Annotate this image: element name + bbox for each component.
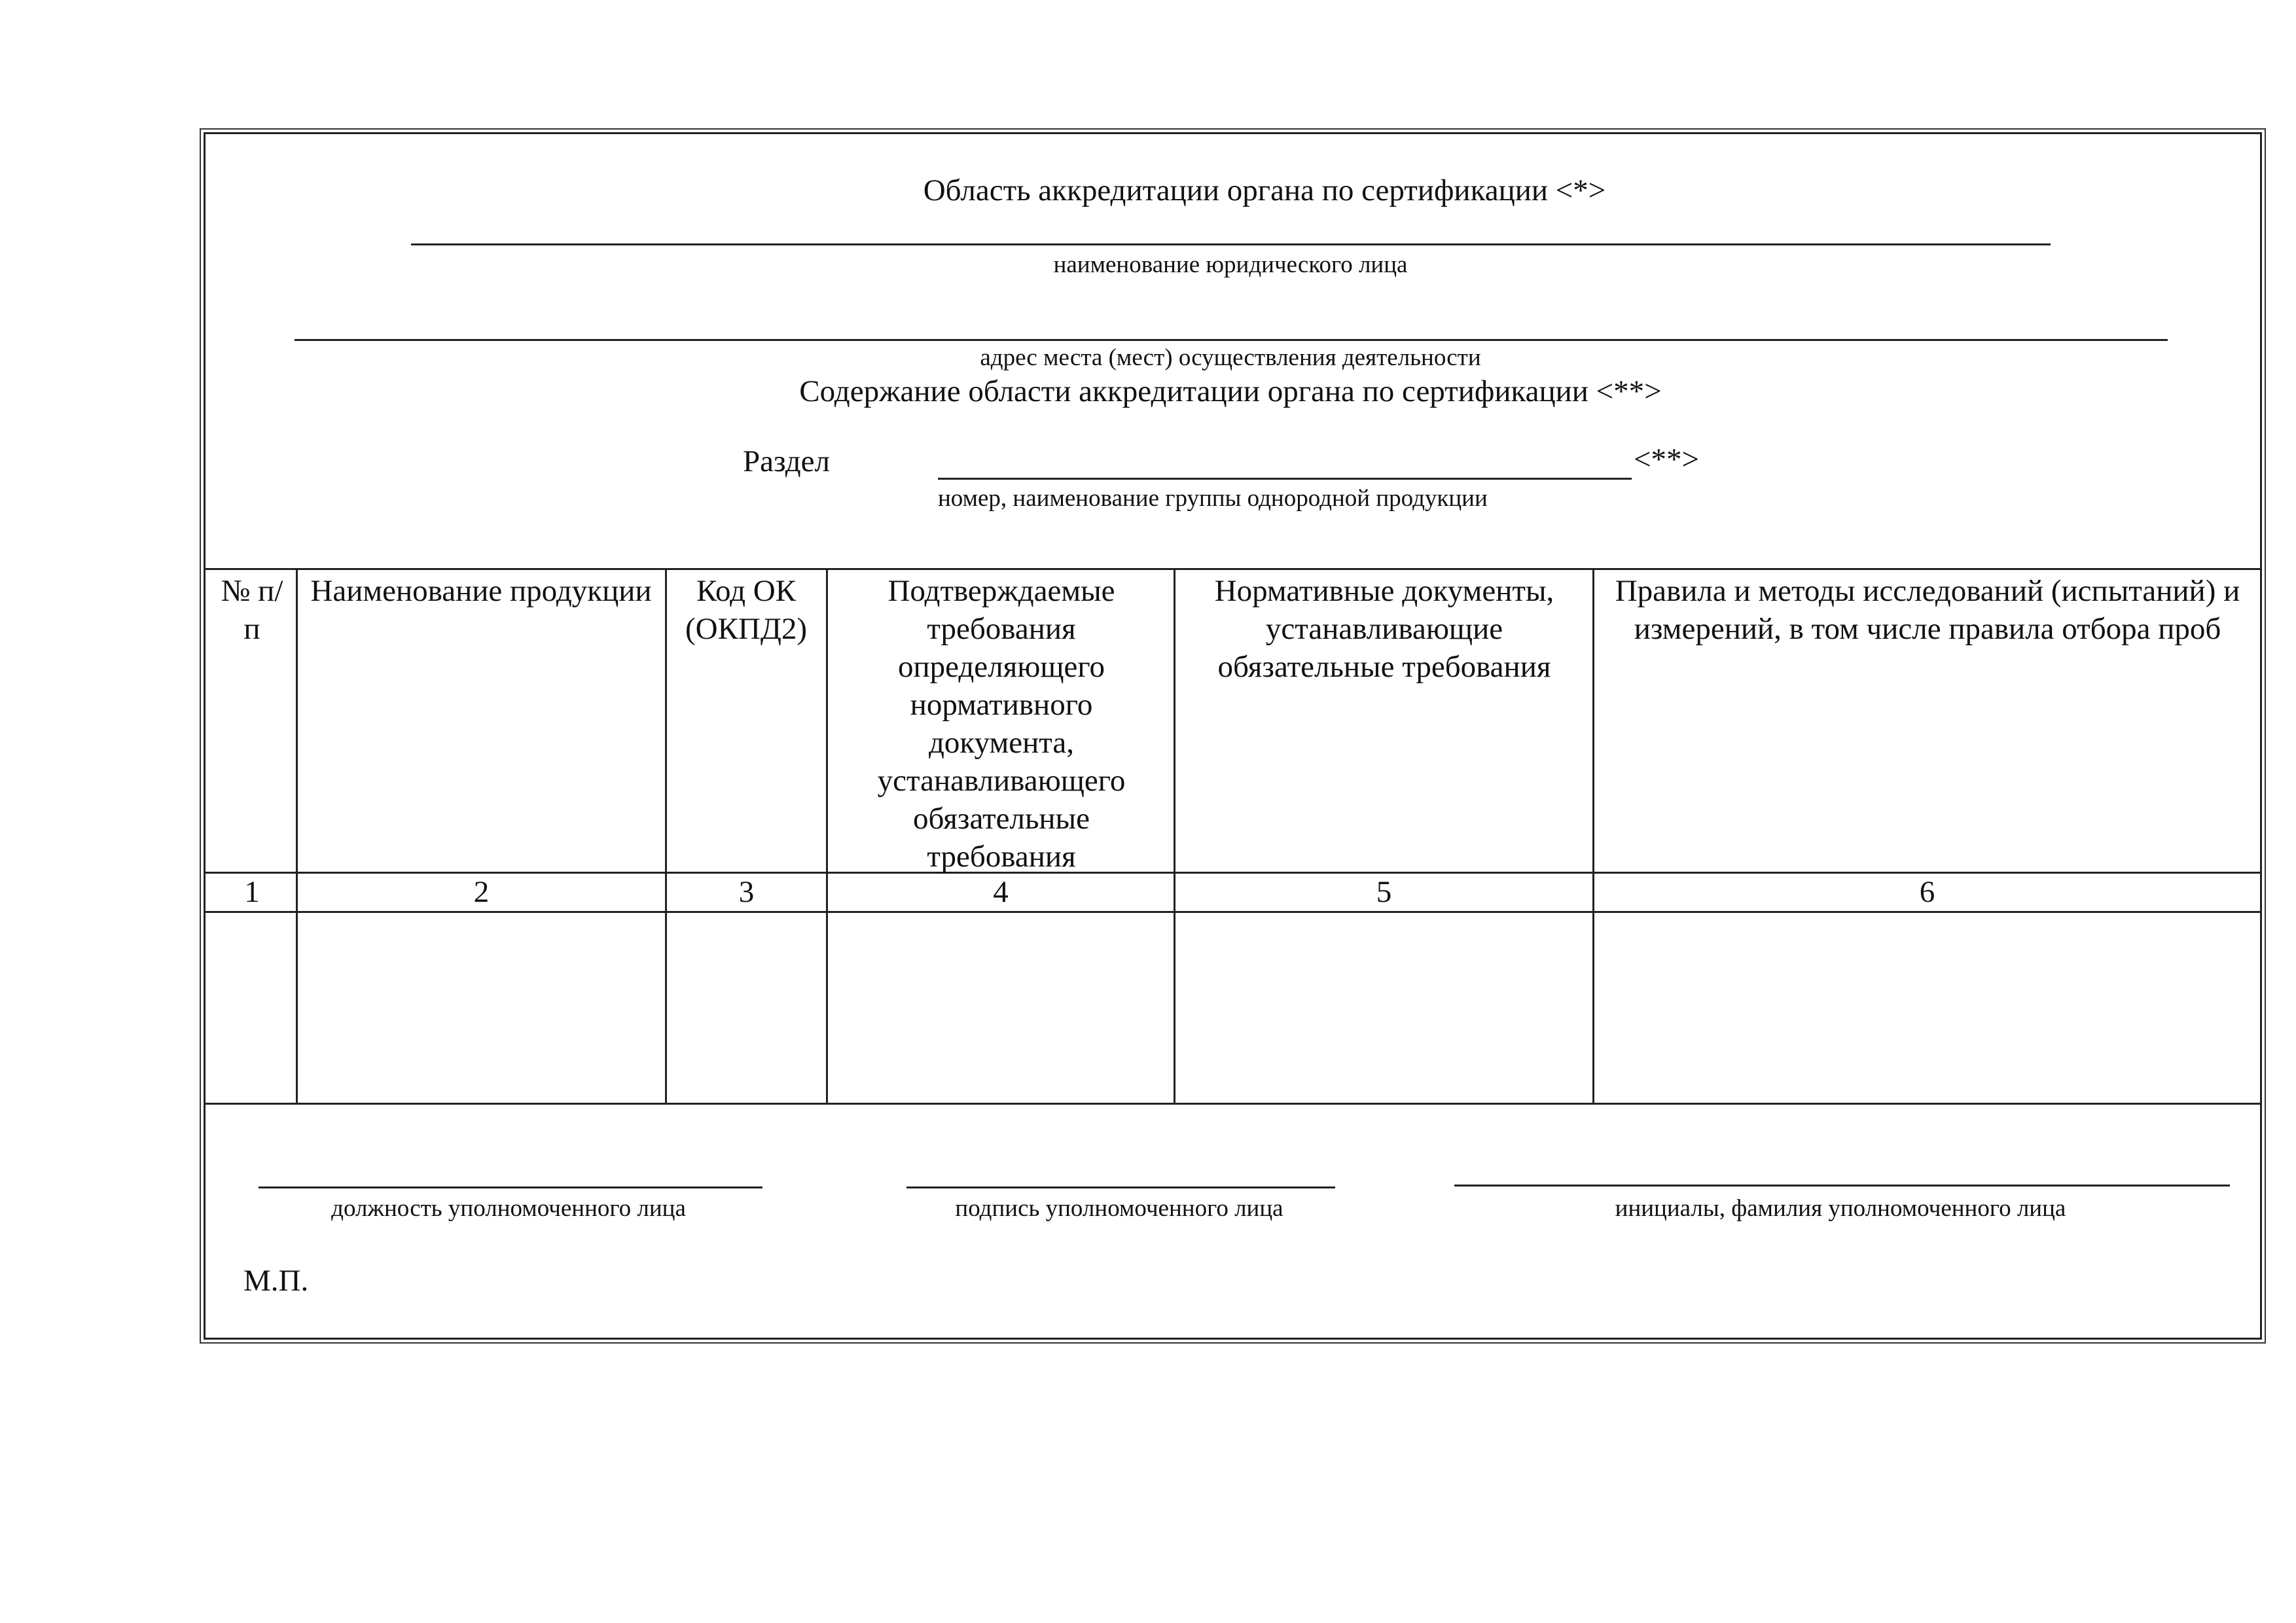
column-number: 1 — [244, 875, 260, 909]
form-frame — [204, 132, 2262, 1340]
content-title: Содержание области аккредитации органа по сертификации <**> — [799, 374, 1662, 408]
header-okpd2-code: Код ОК (ОКПД2) — [685, 574, 808, 646]
column-divider — [826, 568, 828, 1105]
header-product-name: Наименование продукции — [310, 574, 652, 608]
header-normative-documents: Нормативные документы, устанавливающие обязательные требования — [1214, 574, 1554, 684]
header-confirmed-requirements: Подтверждаемые требования определяющего нормативного документа, устанавливающего обязательные требования — [877, 574, 1126, 874]
name-caption: инициалы, фамилия уполномоченного лица — [1615, 1195, 2066, 1222]
column-divider — [665, 568, 667, 1105]
signature-line — [906, 1186, 1335, 1188]
column-number: 4 — [993, 875, 1009, 909]
address-caption: адрес места (мест) осуществления деятельности — [980, 344, 1481, 371]
section-line — [938, 478, 1632, 480]
column-divider — [1592, 568, 1594, 1105]
column-number: 5 — [1376, 875, 1392, 909]
column-divider — [1174, 568, 1175, 1105]
column-divider — [296, 568, 298, 1105]
section-label: Раздел — [743, 444, 830, 478]
legal-entity-line — [411, 243, 2051, 245]
table-bottom-border — [206, 1103, 2260, 1105]
section-suffix: <**> — [1634, 442, 1700, 476]
address-line — [295, 339, 2168, 341]
table-numbers-bottom-border — [206, 911, 2260, 913]
header-number: № п/п — [221, 574, 283, 646]
column-number: 2 — [473, 875, 490, 909]
column-number: 6 — [1919, 875, 1935, 909]
page-title: Область аккредитации органа по сертификации <*> — [923, 173, 1606, 207]
position-line — [259, 1186, 762, 1188]
stamp-label: М.П. — [243, 1264, 309, 1298]
table-top-border — [206, 568, 2260, 570]
section-caption: номер, наименование группы однородной продукции — [938, 485, 1488, 512]
name-line — [1454, 1185, 2230, 1186]
column-number: 3 — [738, 875, 755, 909]
legal-entity-caption: наименование юридического лица — [1053, 251, 1408, 278]
position-caption: должность уполномоченного лица — [331, 1195, 686, 1222]
signature-caption: подпись уполномоченного лица — [955, 1195, 1283, 1222]
header-test-methods: Правила и методы исследований (испытаний) и измерений, в том числе правила отбора проб — [1615, 574, 2240, 646]
